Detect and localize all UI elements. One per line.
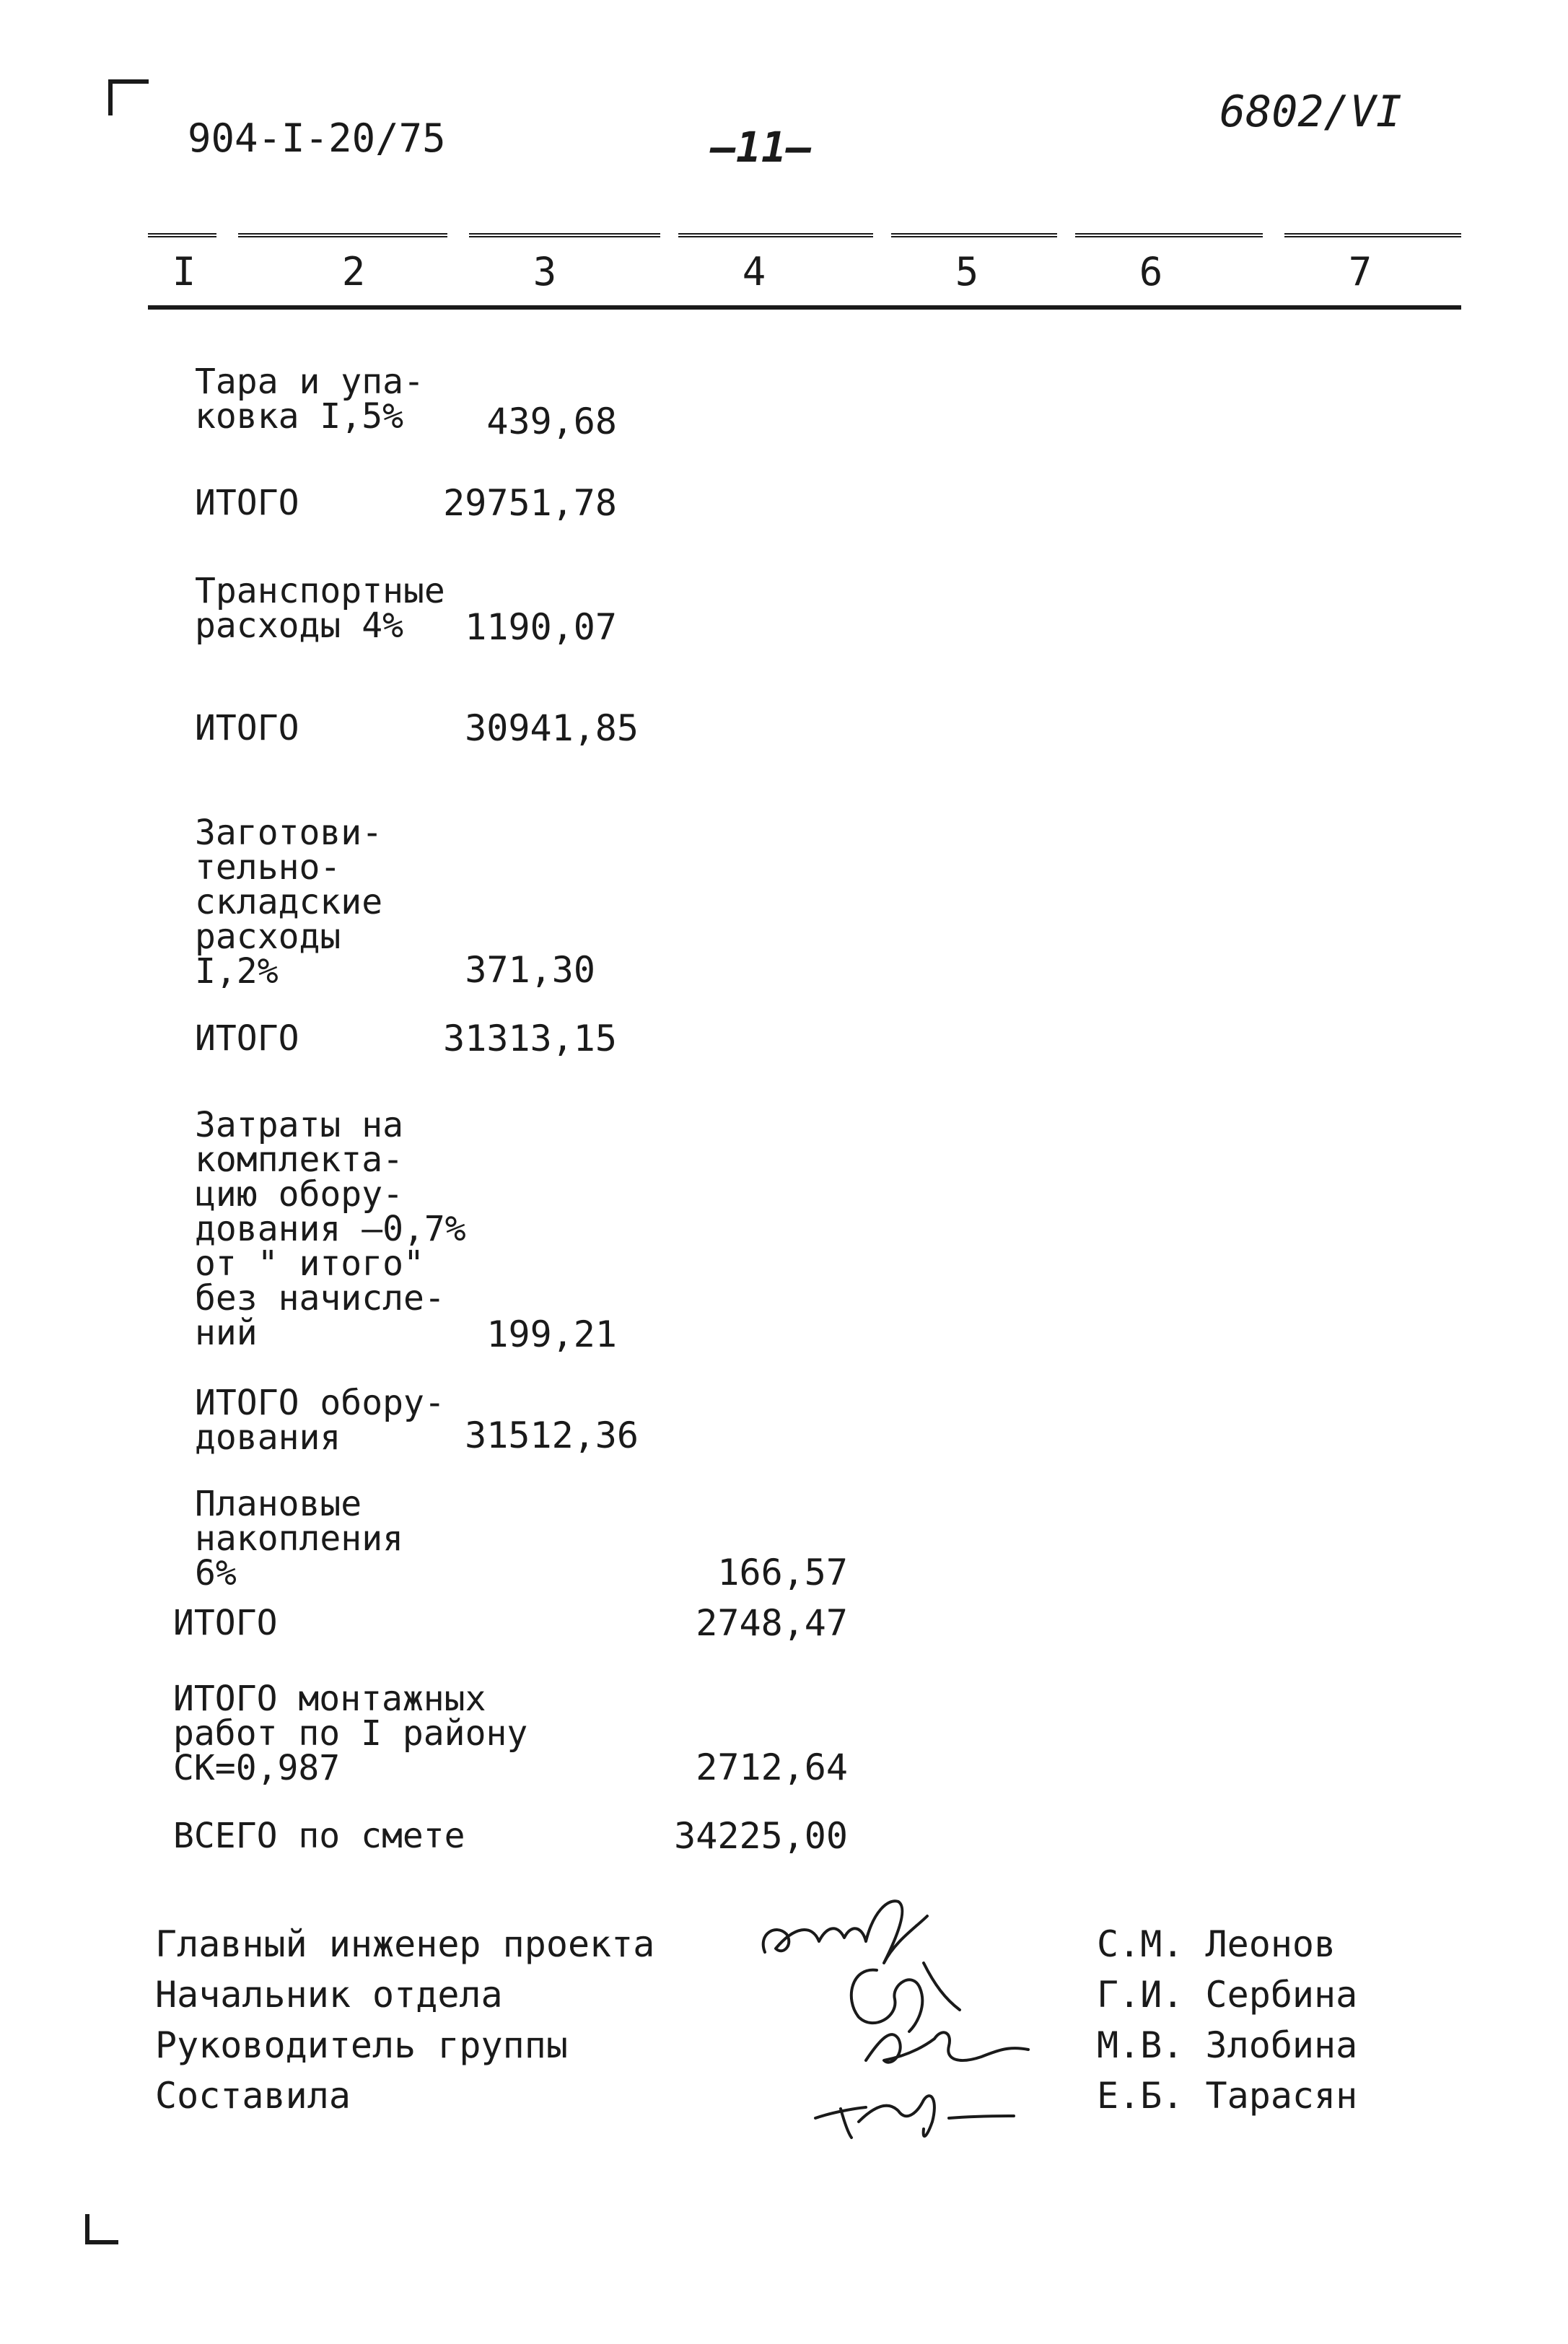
row-value-warehouse: 371,30: [465, 949, 595, 991]
page-number: –11–: [711, 123, 812, 172]
signature-name-department-head: Г.И. Сербина: [1097, 1974, 1358, 2016]
row-label-equipment-total: ИТОГО обору- дования: [195, 1383, 445, 1458]
row-label-packaging: Тара и упа- ковка I,5%: [195, 362, 424, 437]
signature-role-group-leader: Руководитель группы: [155, 2024, 568, 2066]
signature-name-compiler: Е.Б. Тарасян: [1097, 2075, 1358, 2117]
row-value-equipment-completion: 199,21: [486, 1313, 617, 1355]
row-label-subtotal-2: ИТОГО: [195, 708, 299, 748]
row-value-grand-total: 34225,00: [674, 1815, 848, 1857]
row-label-equipment-completion: Затраты на комплекта- цию обору- дования –0,7% от " итого" без начисле- ний: [195, 1105, 466, 1353]
corner-mark-bottom-left: [85, 2214, 118, 2244]
column-number-5: 5: [955, 249, 979, 294]
row-value-subtotal-1: 29751,78: [443, 482, 617, 524]
column-number-1: I: [172, 249, 196, 294]
row-label-subtotal-4: ИТОГО: [173, 1603, 278, 1643]
row-value-transport: 1190,07: [465, 606, 617, 648]
row-label-grand-total: ВСЕГО по смете: [173, 1816, 465, 1856]
row-label-warehouse: Заготови- тельно- складские расходы I,2%: [195, 813, 383, 992]
column-number-6: 6: [1139, 249, 1163, 294]
row-value-subtotal-3: 31313,15: [443, 1018, 617, 1059]
document-number: 6802/VI: [1219, 87, 1402, 137]
row-label-subtotal-1: ИТОГО: [195, 483, 299, 523]
column-number-3: 3: [533, 249, 557, 294]
column-number-7: 7: [1348, 249, 1372, 294]
row-value-packaging: 439,68: [486, 401, 617, 442]
signature-role-compiler: Составила: [155, 2075, 351, 2117]
row-label-planned-savings: Плановые накопления 6%: [195, 1484, 403, 1593]
column-number-4: 4: [742, 249, 766, 294]
signature-role-department-head: Начальник отдела: [155, 1974, 503, 2016]
row-value-subtotal-2: 30941,85: [465, 707, 639, 749]
column-number-2: 2: [341, 249, 366, 294]
project-code: 904-I-20/75: [188, 115, 446, 161]
column-header-bottom-rule: [148, 305, 1461, 310]
row-label-installation-total: ИТОГО монтажных работ по I району СК=0,987: [173, 1679, 528, 1788]
row-value-planned-savings: 166,57: [717, 1552, 848, 1593]
row-value-subtotal-4: 2748,47: [696, 1602, 848, 1644]
row-value-installation-total: 2712,64: [696, 1746, 848, 1788]
signature-name-chief-engineer: С.М. Леонов: [1097, 1923, 1336, 1965]
signature-role-chief-engineer: Главный инженер проекта: [155, 1923, 655, 1965]
row-label-transport: Транспортные расходы 4%: [195, 571, 445, 646]
signature-name-group-leader: М.В. Злобина: [1097, 2024, 1358, 2066]
corner-mark-top-left: [108, 79, 149, 115]
row-label-subtotal-3: ИТОГО: [195, 1018, 299, 1059]
row-value-equipment-total: 31512,36: [465, 1414, 639, 1456]
handwritten-signatures: [743, 1884, 1061, 2143]
